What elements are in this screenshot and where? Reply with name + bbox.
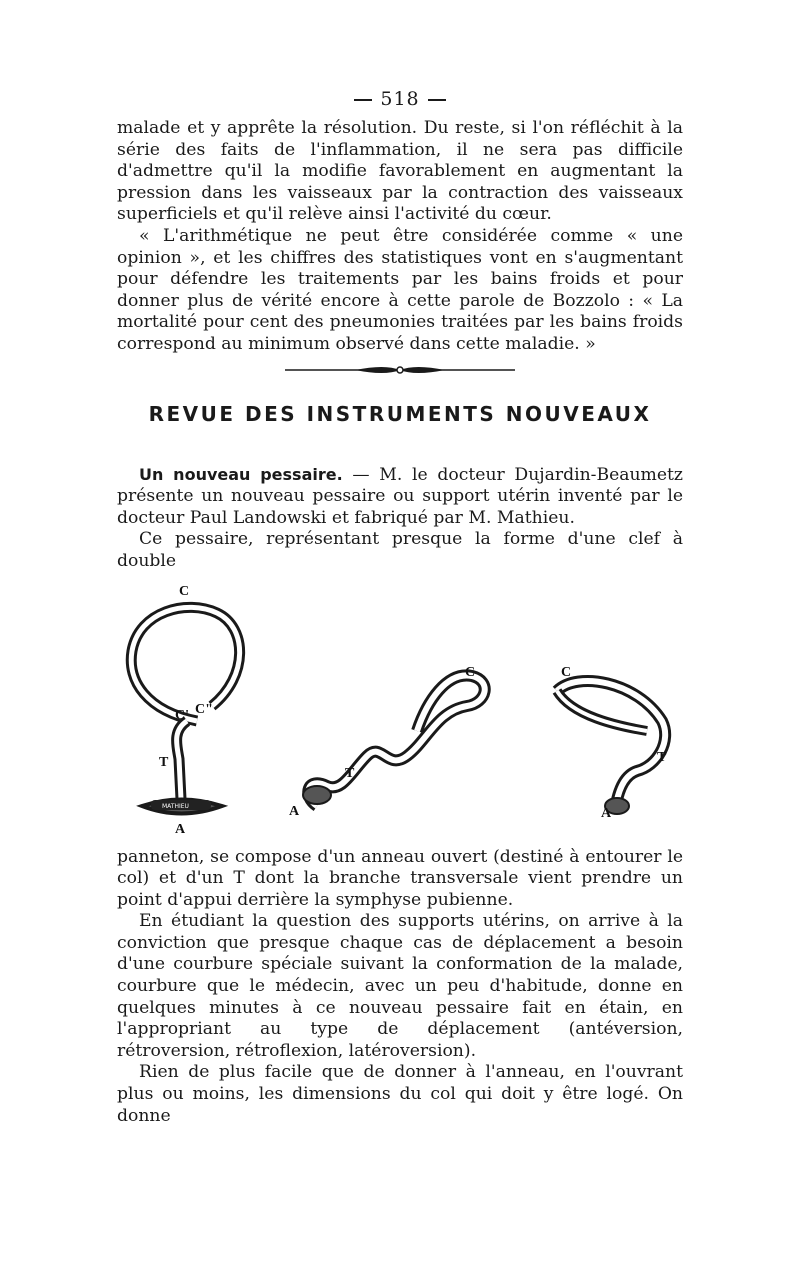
page (117, 88, 683, 1127)
maker-stamp: MATHIEU (162, 802, 189, 810)
label-a1: A (175, 821, 186, 837)
label-t3: T (657, 749, 667, 765)
label-c3: C (561, 664, 572, 680)
article-after-figure: panneton, se compose d'un anneau ouvert (destiné à entourer le col) et d'un T dont la branche transversale vient prendre un point d'appui derrière la symphyse pubienne. (117, 846, 683, 910)
pessary-figure (117, 581, 683, 841)
page-number (117, 88, 683, 110)
article-intro-text: — M. le docteur Dujardin-Beaumetz présente un nouveau pessaire ou support utérin inventé par le docteur Paul Landowski et fabriqué par M. Mathieu. (117, 464, 683, 528)
paragraph-continuation: malade et y apprête la résolution. Du reste, si l'on réfléchit à la série des faits de l'inflammation, il ne sera pas difficile d'admettre qu'il la modifie favorablement en augmentant la pression dans les vaisseaux par la contraction des vaisseaux superficiels et qu'il relève ainsi l'activité du cœur. (117, 118, 683, 225)
label-c1: C (179, 583, 190, 599)
section-title: REVUE DES INSTRUMENTS NOUVEAUX (148, 401, 652, 426)
label-c2: C (465, 664, 476, 680)
label-a2: A (289, 803, 300, 819)
label-c-prime: C' (175, 707, 189, 723)
article-paragraph-2: En étudiant la question des supports utérins, on arrive à la conviction que presque chaque cas de déplacement a besoin d'une courbure spéciale suivant la conformation de la malade, courbure que le médecin, avec un peu d'habitude, donne en quelques minutes à ce nouveau pessaire fait en étain, en l'appropriant au type de déplacement (antéversion, rétroversion, rétroflexion, latéroversion). (117, 911, 683, 1061)
pessary-profile-view (557, 681, 665, 814)
pessary-side-view (303, 675, 485, 806)
label-c-dprime: C" (195, 701, 213, 717)
article-before-figure: Ce pessaire, représentant presque la forme d'une clef à double (117, 529, 683, 571)
article-paragraph-3: Rien de plus facile que de donner à l'anneau, en l'ouvrant plus ou moins, les dimensions du col qui doit y être logé. On donne (117, 1062, 683, 1126)
article-intro (117, 464, 683, 530)
label-a3: A (601, 805, 612, 821)
page-number-text: 518 (380, 88, 420, 110)
dash-left (354, 99, 372, 101)
label-t2: T (345, 765, 355, 781)
paragraph-quote: « L'arithmétique ne peut être considérée comme « une opinion », et les chiffres des statistiques vont en s'augmentant pour défendre les traitements par les bains froids et pour donner plus de vérité encore à cette parole de Bozzolo : « La mortalité pour cent des pneumonies traitées par les bains froids correspond au minimum observé dans cette maladie. » (117, 225, 683, 354)
pessary-illustration (117, 581, 683, 841)
label-t1: T (159, 754, 169, 770)
dash-right (428, 99, 446, 101)
article-lead: Un nouveau pessaire. (139, 464, 343, 484)
ornament-divider (285, 364, 515, 376)
